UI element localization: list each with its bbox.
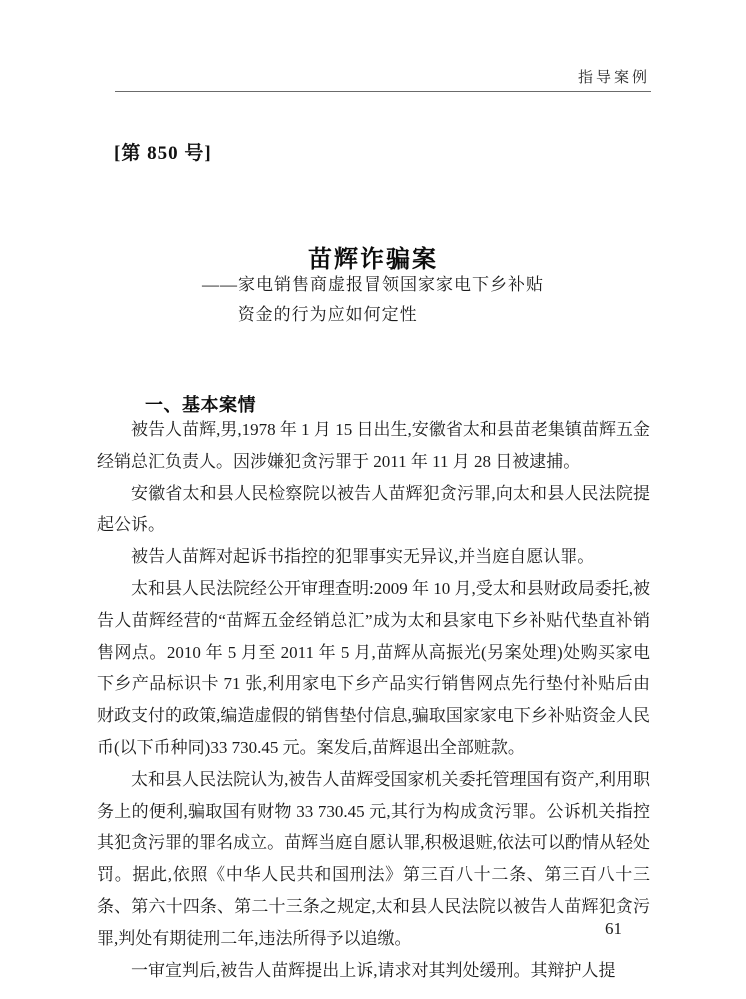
running-header: 指导案例 (577, 70, 650, 86)
body-text-block (97, 414, 650, 986)
case-subtitle-line1 (202, 270, 544, 300)
section-heading-basic-facts: 一、基本案情 (145, 394, 256, 415)
case-subtitle-block (202, 270, 544, 330)
page-number: 61 (605, 919, 622, 938)
case-subtitle-line2: 资金的行为应如何定性 (237, 305, 418, 324)
paragraph-plea: 被告人苗辉对起诉书指控的犯罪事实无异议,并当庭自愿认罪。 (131, 547, 595, 567)
paragraph-court-holding: 太和县人民法院认为,被告人苗辉受国家机关委托管理国有资产,利用职务上的便利,骗取国有财物 33 730.45 元,其行为构成贪污罪。公诉机关指控其犯贪污罪的罪名成立。苗辉当庭自愿认罪,积极退赃,依法可以酌情从轻处罚。据此,依照《中华人民共和国刑法》第三百八十二条、第三百八十三条、第六十四条、第二十三条之规定,太和县人民法院以被告人苗辉犯贪污罪,判处有期徒刑二年,违法所得予以追缴。 (97, 769, 650, 948)
paragraph-court-findings: 太和县人民法院经公开审理查明:2009 年 10 月,受太和县财政局委托,被告人苗辉经营的“苗辉五金经销总汇”成为太和县家电下乡补贴代垫直补销售网点。2010 年 5 月至 2011 年 5 月,苗辉从高振光(另案处理)处购买家电下乡产品标识卡 71 张,利用家电下乡产品实行销售网点先行垫付补贴后由财政支付的政策,编造虚假的销售垫付信息,骗取国家家电下乡补贴资金人民币(以下币种同)33 730.45 元。案发后,苗辉退出全部赃款。 (97, 578, 650, 757)
subtitle-line1-text: 家电销售商虚报冒领国家家电下乡补贴 (238, 275, 544, 294)
subtitle-dash: —— (202, 275, 238, 294)
case-subtitle (0, 270, 746, 330)
paragraph-prosecution: 安徽省太和县人民检察院以被告人苗辉犯贪污罪,向太和县人民法院提起公诉。 (97, 483, 650, 535)
case-number-label: [第 850 号] (114, 143, 212, 164)
paragraph-appeal: 一审宣判后,被告人苗辉提出上诉,请求对其判处缓刑。其辩护人提 (131, 960, 616, 980)
header-rule-divider (115, 91, 651, 92)
case-title: 苗辉诈骗案 (308, 247, 438, 274)
paragraph-defendant-info: 被告人苗辉,男,1978 年 1 月 15 日出生,安徽省太和县苗老集镇苗辉五金经销总汇负责人。因涉嫌犯贪污罪于 2011 年 11 月 28 日被逮捕。 (97, 420, 650, 471)
